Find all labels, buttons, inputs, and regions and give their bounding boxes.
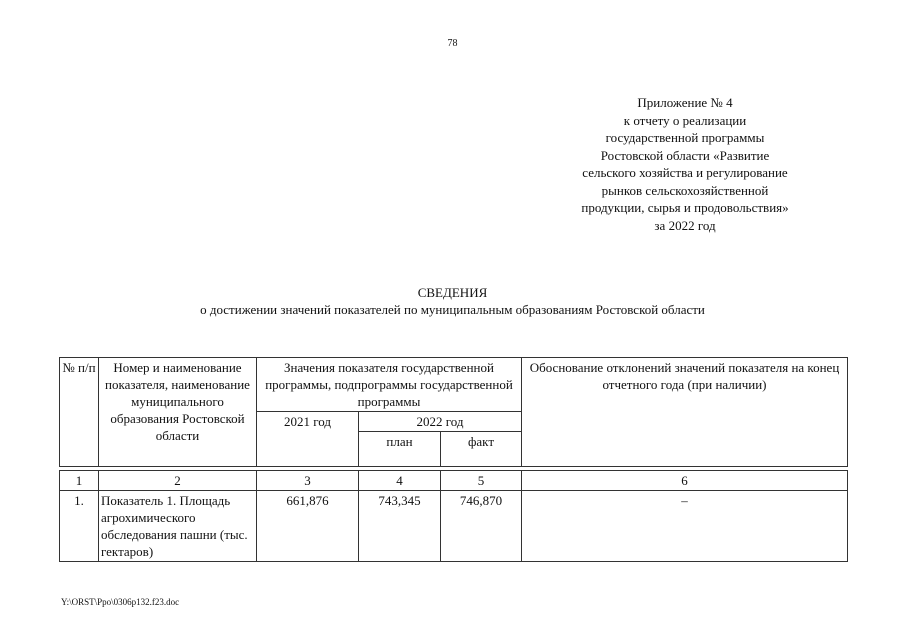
row-num: 1.: [60, 491, 99, 562]
col-number: 5: [441, 471, 522, 491]
document-title: [0, 284, 905, 318]
appendix-line: Приложение № 4: [637, 95, 733, 110]
row-fact: 746,870: [441, 491, 522, 562]
header-2021: 2021 год: [257, 412, 359, 467]
header-reason: Обоснование отклонений значений показателя на конец отчетного года (при наличии): [522, 358, 848, 467]
appendix-line: к отчету о реализации: [623, 112, 747, 128]
header-values: Значения показателя государственной программы, подпрограммы государственной программы: [257, 358, 522, 412]
appendix-line: за 2022 год: [654, 217, 716, 233]
col-number: 4: [359, 471, 441, 491]
header-fact: факт: [441, 432, 522, 467]
header-name: Номер и наименование показателя, наименование муниципального образования Ростовской области: [99, 358, 257, 467]
header-2022: 2022 год: [359, 412, 522, 432]
header-row: [60, 358, 848, 412]
header-num: № п/п: [60, 358, 99, 467]
row-name: Показатель 1. Площадь агрохимического обследования пашни (тыс. гектаров): [99, 491, 257, 562]
appendix-line: рынков сельскохозяйственной: [601, 182, 769, 198]
col-number: 2: [99, 471, 257, 491]
row-plan: 743,345: [359, 491, 441, 562]
row-2021: 661,876: [257, 491, 359, 562]
title-heading: СВЕДЕНИЯ: [417, 285, 488, 300]
row-reason: –: [522, 491, 848, 562]
appendix-line: Ростовской области «Развитие: [600, 147, 770, 163]
numbering-row: [60, 471, 848, 491]
title-subheading: о достижении значений показателей по муниципальным образованиям Ростовской области: [200, 302, 705, 317]
appendix-line: государственной программы: [605, 130, 765, 145]
page-number: 78: [447, 38, 458, 49]
col-number: 3: [257, 471, 359, 491]
file-path-footer: Y:\ORST\Ppo\0306p132.f23.doc: [61, 597, 180, 607]
col-number: 1: [60, 471, 99, 491]
col-number: 6: [522, 471, 848, 491]
header-plan: план: [359, 432, 441, 467]
appendix-line: продукции, сырья и продовольствия»: [581, 200, 789, 215]
indicators-table: [59, 357, 848, 562]
appendix-line: сельского хозяйства и регулирование: [582, 165, 788, 180]
table-row: [60, 491, 848, 562]
appendix-block: [580, 94, 790, 234]
